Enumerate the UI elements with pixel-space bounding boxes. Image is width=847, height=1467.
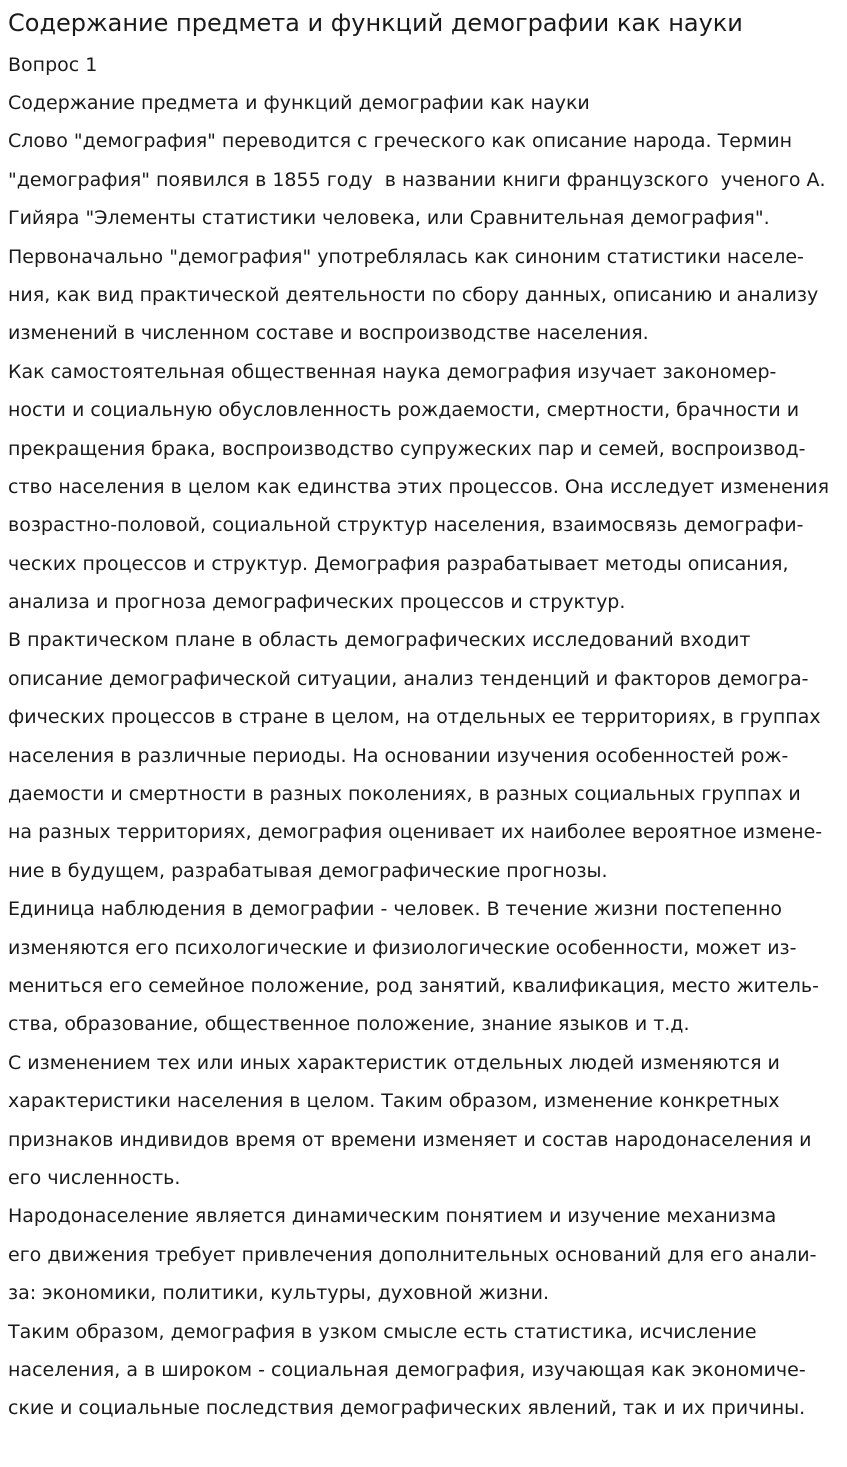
- text-line: признаков индивидов время от времени изменяет и состав народонаселения и: [8, 1128, 812, 1151]
- text-line: Как самостоятельная общественная наука демография изучает закономер-: [8, 360, 777, 383]
- text-line: Слово "демография" переводится с греческого как описание народа. Термин: [8, 130, 793, 153]
- text-line: населения, а в широком - социальная демография, изучающая как экономиче-: [8, 1358, 806, 1381]
- page-title: Содержание предмета и функций демографии как науки: [8, 9, 743, 37]
- text-line: изменяются его психологические и физиологические особенности, может из-: [8, 936, 797, 959]
- text-line: ческих процессов и структур. Демография разрабатывает методы описания,: [8, 552, 789, 575]
- text-line: населения в различные периоды. На основании изучения особенностей рож-: [8, 744, 789, 767]
- text-line: Первоначально "демография" употреблялась как синоним статистики населе-: [8, 245, 804, 268]
- text-line: ство населения в целом как единства этих процессов. Она исследует изменения: [8, 475, 830, 498]
- text-line: его движения требует привлечения дополнительных оснований для его анали-: [8, 1243, 817, 1266]
- text-line: Народонаселение является динамическим понятием и изучение механизма: [8, 1205, 777, 1228]
- text-line: возрастно-половой, социальной структур населения, взаимосвязь демографи-: [8, 514, 804, 537]
- text-line: "демография" появился в 1855 году в названии книги французского ученого А.: [8, 168, 826, 191]
- text-line: ние в будущем, разрабатывая демографические прогнозы.: [8, 859, 608, 882]
- text-line: мениться его семейное положение, род занятий, квалификация, место житель-: [8, 974, 819, 997]
- text-line: Единица наблюдения в демографии - человек. В течение жизни постепенно: [8, 898, 783, 921]
- text-line: прекращения брака, воспроизводство супружеских пар и семей, воспроизвод-: [8, 437, 806, 460]
- text-line: его численность.: [8, 1166, 181, 1189]
- text-line: фических процессов в стране в целом, на отдельных ее территориях, в группах: [8, 706, 821, 729]
- text-line: даемости и смертности в разных поколениях, в разных социальных группах и: [8, 783, 801, 806]
- text-line: В практическом плане в область демографических исследований входит: [8, 629, 751, 652]
- text-line: характеристики населения в целом. Таким образом, изменение конкретных: [8, 1090, 780, 1113]
- text-line: ния, как вид практической деятельности по сбору данных, описанию и анализу: [8, 283, 819, 306]
- text-line: за: экономики, политики, культуры, духовной жизни.: [8, 1282, 549, 1305]
- document-page: [8, 0, 840, 1428]
- text-line: С изменением тех или иных характеристик отдельных людей изменяются и: [8, 1051, 780, 1074]
- text-line: описание демографической ситуации, анализ тенденций и факторов демогра-: [8, 667, 809, 690]
- section-heading: Содержание предмета и функций демографии как науки: [8, 92, 590, 114]
- text-line: Гийяра "Элементы статистики человека, или Сравнительная демография".: [8, 207, 770, 230]
- text-line: ские и социальные последствия демографических явлений, так и их причины.: [8, 1397, 806, 1420]
- document-body: [8, 84, 840, 1428]
- text-line: Таким образом, демография в узком смысле есть статистика, исчисление: [8, 1320, 757, 1343]
- text-line: анализа и прогноза демографических процессов и структур.: [8, 591, 626, 614]
- question-label: Вопрос 1: [8, 54, 98, 76]
- text-line: ства, образование, общественное положение, знание языков и т.д.: [8, 1013, 690, 1036]
- text-line: изменений в численном составе и воспроизводстве населения.: [8, 322, 649, 345]
- text-line: на разных территориях, демография оценивает их наиболее вероятное измене-: [8, 821, 823, 844]
- text-line: ности и социальную обусловленность рождаемости, смертности, брачности и: [8, 399, 800, 422]
